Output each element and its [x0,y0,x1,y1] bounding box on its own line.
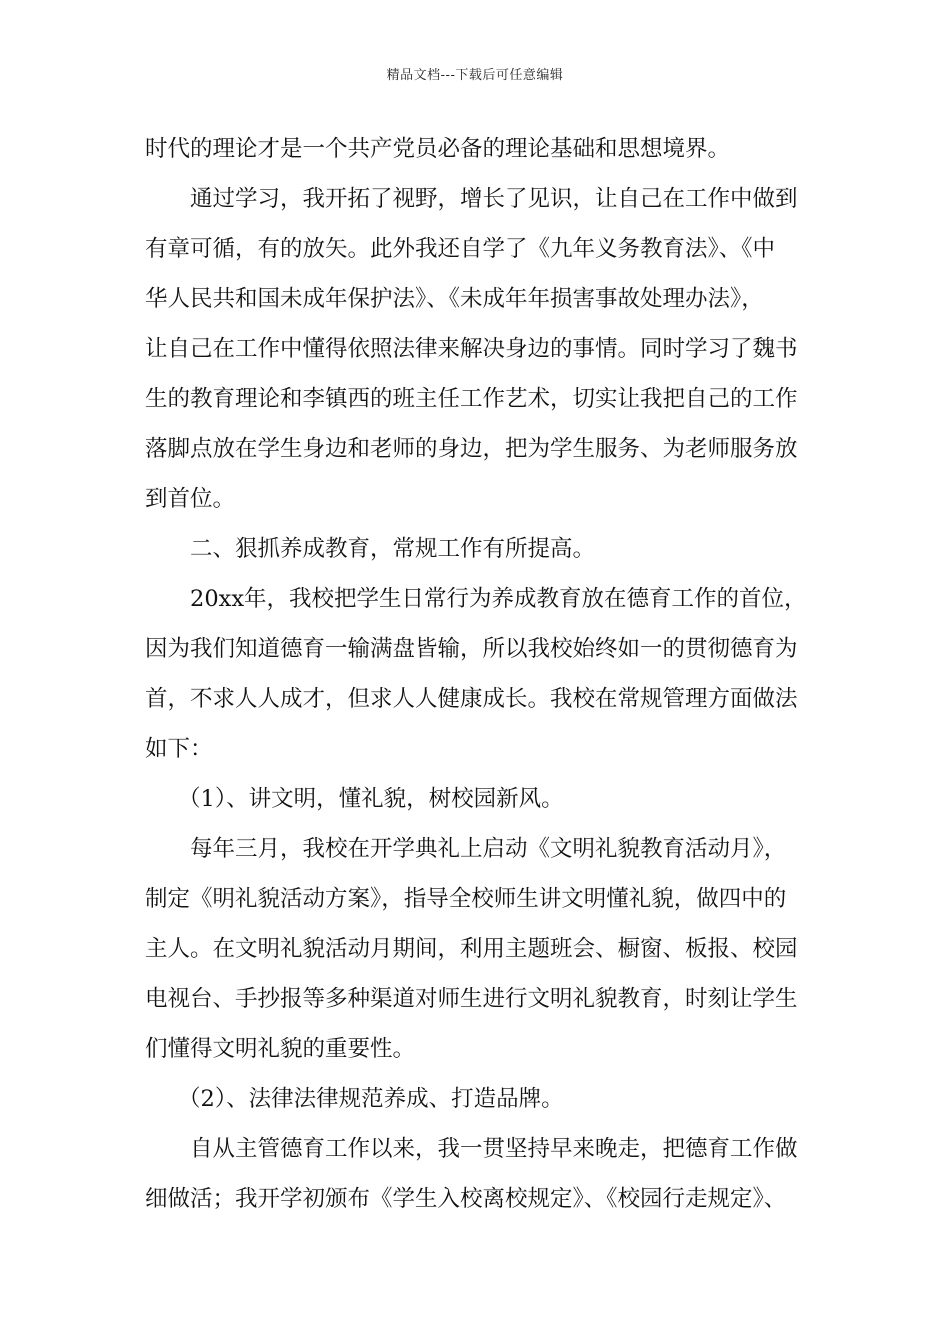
page-header: 精品文档---下载后可任意编辑 [386,68,564,83]
text-line: 们懂得文明礼貌的重要性。 [145,1036,416,1062]
text-line: 落脚点放在学生身边和老师的身边，把为学生服务、为老师服务放 [145,436,798,462]
text-line: 首，不求人人成才，但求人人健康成长。我校在常规管理方面做法 [145,686,798,712]
text-line: 如下： [145,736,213,762]
subsection-heading: （2）、法律法律规范养成、打造品牌。 [178,1086,564,1112]
text-line: 时代的理论才是一个共产党员必备的理论基础和思想境界。 [145,136,731,162]
text-line: 主人。在文明礼貌活动月期间，利用主题班会、橱窗、板报、校园 [145,936,798,962]
text-line: 华人民共和国未成年保护法》、《未成年年损害事故处理办法》， [145,286,764,312]
text-line: 每年三月，我校在开学典礼上启动《文明礼貌教育活动月》， [190,836,787,862]
text-line: 电视台、手抄报等多种渠道对师生进行文明礼貌教育，时刻让学生 [145,986,798,1012]
text-line: 细做活；我开学初颁布《学生入校离校规定》、《校园行走规定》、 [145,1186,787,1212]
section-heading: 二、狠抓养成教育，常规工作有所提高。 [190,536,596,562]
text-line: 20xx年，我校把学生日常行为养成教育放在德育工作的首位， [190,586,807,612]
text-line: 生的教育理论和李镇西的班主任工作艺术，切实让我把自己的工作 [145,386,798,412]
text-line: 到首位。 [145,486,236,512]
text-line: 通过学习，我开拓了视野，增长了见识，让自己在工作中做到 [190,186,798,212]
subsection-heading: （1）、讲文明，懂礼貌，树校园新风。 [178,786,564,812]
text-line: 制定《明礼貌活动方案》，指导全校师生讲文明懂礼貌，做四中的 [145,886,787,912]
text-line: 自从主管德育工作以来，我一贯坚持早来晚走，把德育工作做 [190,1136,798,1162]
text-line: 有章可循，有的放矢。此外我还自学了《九年义务教育法》、《中 [145,236,776,262]
text-line: 因为我们知道德育一输满盘皆输，所以我校始终如一的贯彻德育为 [145,636,798,662]
text-line: 让自己在工作中懂得依照法律来解决身边的事情。同时学习了魏书 [145,336,798,362]
